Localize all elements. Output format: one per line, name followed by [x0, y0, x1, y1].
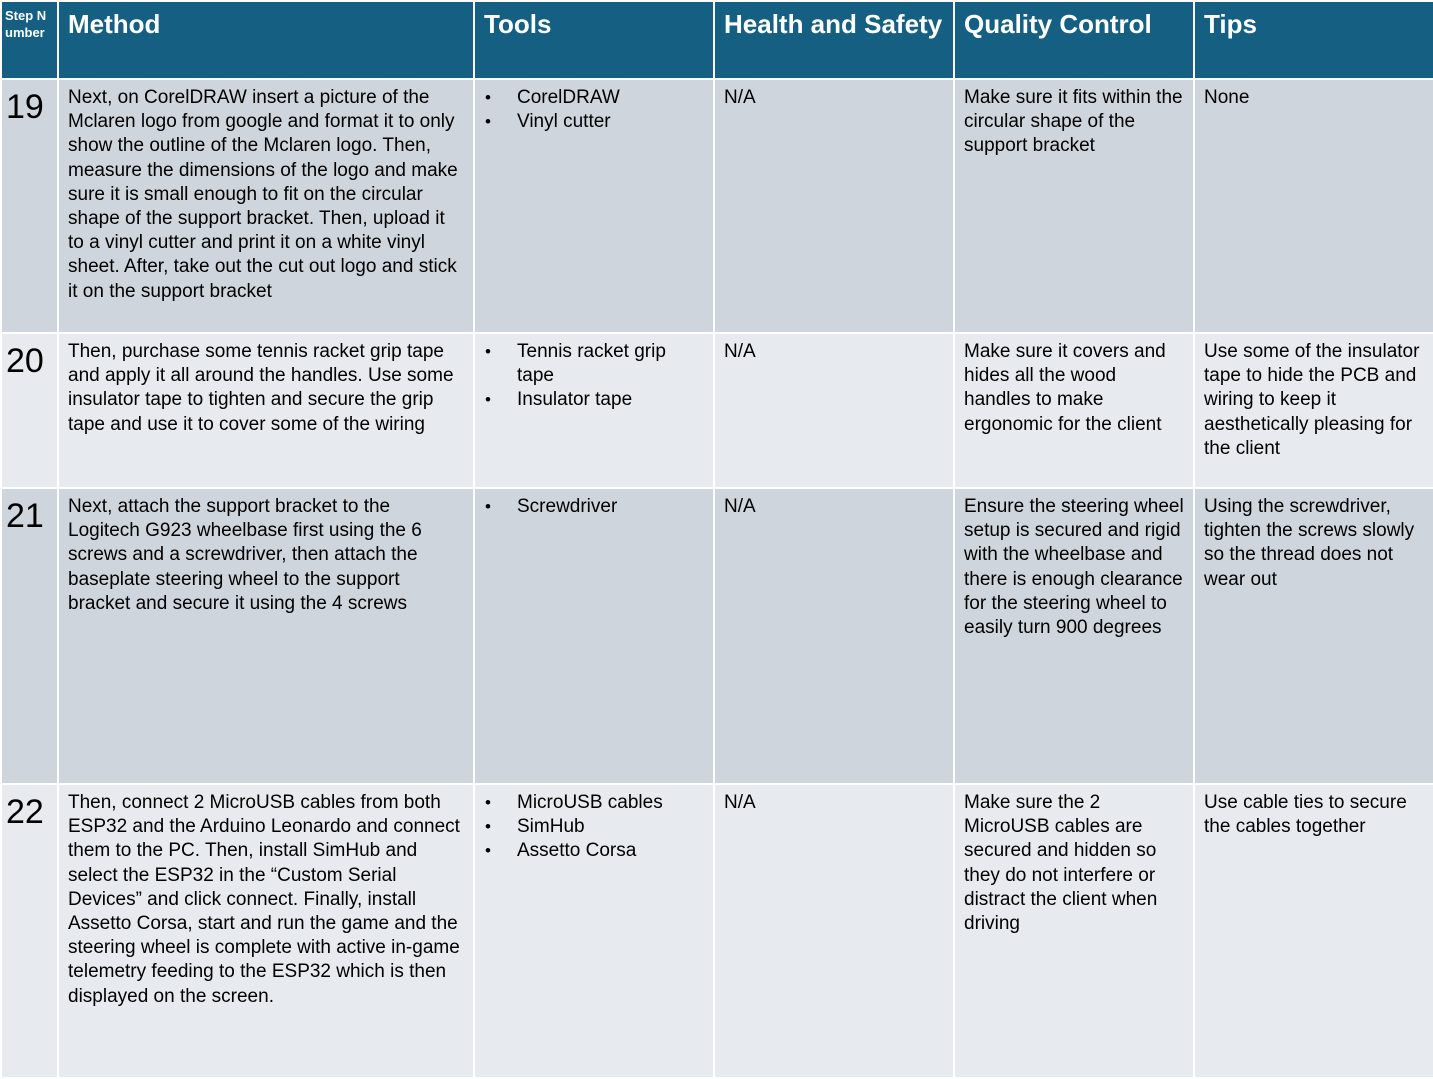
quality-control-cell: Make sure it covers and hides all the wood handles to make ergonomic for the client [954, 333, 1194, 488]
header-tips: Tips [1194, 1, 1433, 79]
header-row [1, 1, 1433, 79]
header-step-number: Step Number [1, 1, 58, 79]
step-number-cell: 19 [1, 79, 58, 333]
tips-cell: Using the screwdriver, tighten the screws slowly so the thread does not wear out [1194, 488, 1433, 784]
step-number-cell: 22 [1, 784, 58, 1078]
table-row [1, 333, 1433, 488]
health-safety-cell: N/A [714, 333, 954, 488]
method-cell: Then, connect 2 MicroUSB cables from both ESP32 and the Arduino Leonardo and connect them to the PC. Then, install SimHub and select the ESP32 in the “Custom Serial Devices” and click connect. Finally, install Assetto Corsa, start and run the game and the steering wheel is complete with active in-game telemetry feeding to the ESP32 which is then displayed on the screen. [58, 784, 474, 1078]
health-safety-cell: N/A [714, 784, 954, 1078]
tools-list [484, 495, 704, 519]
table-row [1, 79, 1433, 333]
table-row [1, 784, 1433, 1078]
tool-item: • Assetto Corsa [484, 839, 704, 863]
tool-item: • Vinyl cutter [484, 110, 704, 134]
step-number-cell: 21 [1, 488, 58, 784]
quality-control-cell: Make sure the 2 MicroUSB cables are secured and hidden so they do not interfere or distract the client when driving [954, 784, 1194, 1078]
tools-cell [474, 333, 714, 488]
tips-cell: Use some of the insulator tape to hide the PCB and wiring to keep it aesthetically pleasing for the client [1194, 333, 1433, 488]
quality-control-cell: Make sure it fits within the circular shape of the support bracket [954, 79, 1194, 333]
header-quality-control: Quality Control [954, 1, 1194, 79]
table-row [1, 488, 1433, 784]
step-number-cell: 20 [1, 333, 58, 488]
header-method: Method [58, 1, 474, 79]
method-cell: Next, attach the support bracket to the Logitech G923 wheelbase first using the 6 screws and a screwdriver, then attach the baseplate steering wheel to the support bracket and secure it using the 4 screws [58, 488, 474, 784]
quality-control-cell: Ensure the steering wheel setup is secured and rigid with the wheelbase and there is enough clearance for the steering wheel to easily turn 900 degrees [954, 488, 1194, 784]
tool-item: • Tennis racket grip tape [484, 340, 704, 388]
tool-item: • Insulator tape [484, 388, 704, 412]
tool-item: • MicroUSB cables [484, 791, 704, 815]
tools-cell [474, 784, 714, 1078]
tool-item: • Screwdriver [484, 495, 704, 519]
method-cell: Then, purchase some tennis racket grip tape and apply it all around the handles. Use some insulator tape to tighten and secure the grip tape and use it to cover some of the wiring [58, 333, 474, 488]
tools-list [484, 791, 704, 864]
tips-cell: None [1194, 79, 1433, 333]
header-tools: Tools [474, 1, 714, 79]
health-safety-cell: N/A [714, 488, 954, 784]
tool-item: • CorelDRAW [484, 86, 704, 110]
tools-list [484, 340, 704, 413]
health-safety-cell: N/A [714, 79, 954, 333]
tools-cell [474, 79, 714, 333]
tools-list [484, 86, 704, 134]
method-cell: Next, on CorelDRAW insert a picture of the Mclaren logo from google and format it to only show the outline of the Mclaren logo. Then, measure the dimensions of the logo and make sure it is small enough to fit on the circular shape of the support bracket. Then, upload it to a vinyl cutter and print it on a white vinyl sheet. After, take out the cut out logo and stick it on the support bracket [58, 79, 474, 333]
tool-item: • SimHub [484, 815, 704, 839]
tools-cell [474, 488, 714, 784]
header-health-safety: Health and Safety [714, 1, 954, 79]
tips-cell: Use cable ties to secure the cables together [1194, 784, 1433, 1078]
